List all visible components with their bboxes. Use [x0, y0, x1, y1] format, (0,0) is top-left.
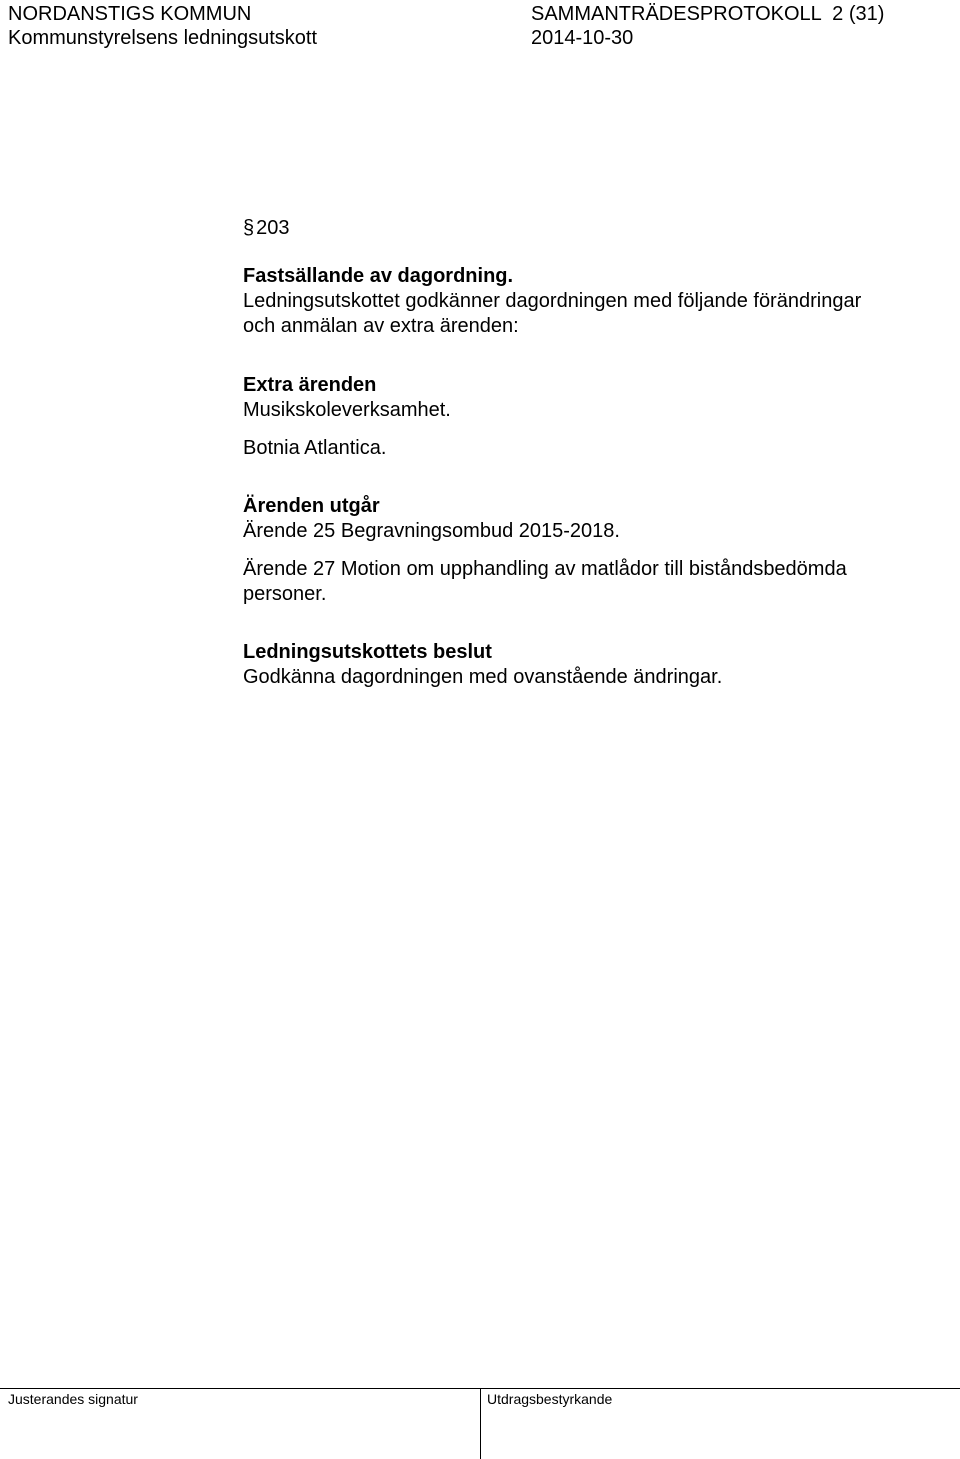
meeting-date: 2014-10-30	[531, 27, 634, 49]
footer-divider	[480, 1388, 481, 1459]
extra-items-heading: Extra ärenden	[243, 374, 377, 396]
removed-items-heading: Ärenden utgår	[243, 495, 380, 517]
committee-name: Kommunstyrelsens ledningsutskott	[8, 27, 318, 49]
document-type-page: SAMMANTRÄDESPROTOKOLL 2 (31)	[531, 3, 885, 25]
item-number-line	[243, 216, 290, 240]
decision-text: Godkänna dagordningen med ovanstående ändringar.	[243, 666, 723, 688]
removed-item-line-1: Ärende 27 Motion om upphandling av matlådor till biståndsbedömda	[243, 558, 847, 580]
decision-heading: Ledningsutskottets beslut	[243, 641, 492, 663]
extra-item: Musikskoleverksamhet.	[243, 399, 451, 421]
signature-label: Justerandes signatur	[8, 1391, 138, 1407]
intro-text-line-1: Ledningsutskottet godkänner dagordningen med följande förändringar	[243, 290, 862, 312]
signature-footer	[0, 1388, 960, 1459]
section-symbol: §	[243, 217, 255, 239]
item-title: Fastsällande av dagordning.	[243, 265, 514, 287]
intro-text-line-2: och anmälan av extra ärenden:	[243, 315, 519, 337]
extra-item: Botnia Atlantica.	[243, 437, 387, 459]
removed-item-line-2: personer.	[243, 583, 327, 605]
removed-item: Ärende 25 Begravningsombud 2015-2018.	[243, 520, 620, 542]
organization-name: NORDANSTIGS KOMMUN	[8, 3, 252, 25]
certification-label: Utdragsbestyrkande	[487, 1391, 613, 1407]
item-number: 203	[256, 217, 290, 239]
